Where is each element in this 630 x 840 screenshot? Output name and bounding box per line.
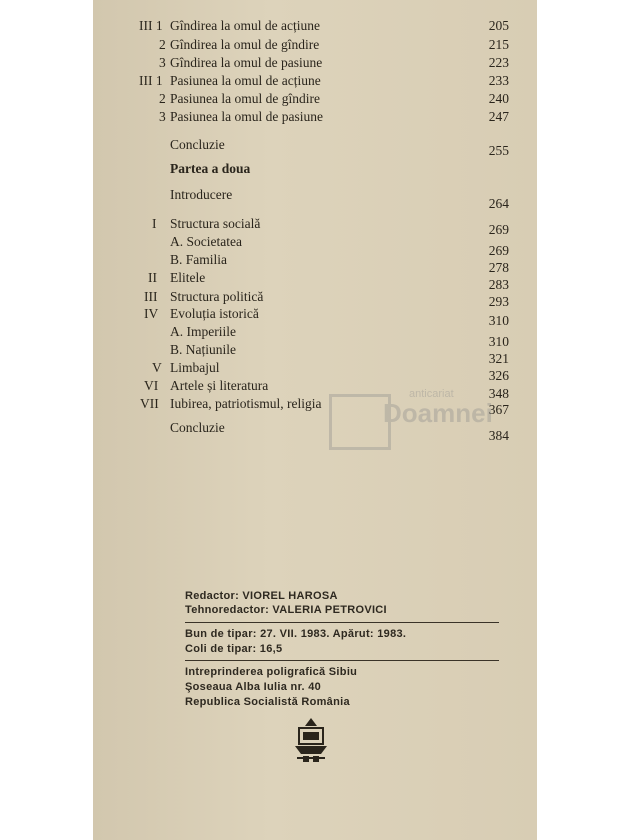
toc-entry [93, 342, 537, 366]
toc-title: Concluzie [170, 137, 225, 152]
toc-title: Gîndirea la omul de gîndire [170, 37, 320, 52]
toc-title: Artele și literatura [170, 378, 269, 393]
table-of-contents [93, 0, 537, 450]
toc-number: IV [144, 306, 159, 321]
colophon-divider [185, 660, 499, 661]
toc-title: Gîndirea la omul de acțiune [170, 18, 320, 33]
toc-page: 205 [488, 18, 509, 33]
toc-title: Elitele [170, 270, 206, 285]
toc-entry [93, 289, 537, 309]
toc-entry [93, 252, 537, 275]
toc-page: 310 [488, 313, 509, 328]
toc-entry [93, 306, 537, 328]
toc-title: Pasiunea la omul de pasiune [170, 109, 323, 124]
toc-part-heading [93, 161, 537, 177]
watermark-small-text: anticariat [409, 388, 454, 400]
toc-number: VI [144, 378, 159, 393]
toc-title: Evoluția istorică [170, 306, 259, 321]
toc-title: B. Familia [170, 252, 227, 267]
watermark-big-text: Doamnei [383, 398, 493, 428]
toc-page: 269 [488, 222, 509, 237]
toc-title: Gîndirea la omul de pasiune [170, 55, 323, 70]
colophon-country: Republica Socialistă România [185, 696, 350, 708]
printer-logo-icon [291, 716, 331, 764]
toc-title: Pasiunea la omul de acțiune [170, 73, 321, 88]
toc-title: Limbajul [170, 360, 220, 375]
toc-page: 326 [488, 368, 509, 383]
toc-page: 269 [488, 243, 509, 258]
toc-entry [93, 37, 537, 53]
toc-number: VII [140, 396, 159, 411]
toc-page: 310 [488, 334, 509, 349]
toc-number: III 1 [139, 18, 163, 33]
toc-title: Iubirea, patriotismul, religia [170, 396, 322, 411]
toc-page: 247 [488, 109, 509, 124]
toc-number: 3 [159, 55, 166, 70]
toc-entry [93, 73, 537, 89]
toc-page: 278 [488, 260, 509, 275]
toc-page: 283 [488, 277, 509, 292]
watermark-book-icon [329, 394, 391, 450]
toc-title: A. Imperiile [170, 324, 236, 339]
watermark [329, 388, 499, 452]
toc-entry [93, 360, 537, 383]
toc-entry [93, 137, 537, 158]
toc-entry [93, 109, 537, 125]
book-page [93, 0, 537, 840]
toc-page: 321 [488, 351, 509, 366]
toc-page: 215 [488, 37, 509, 52]
toc-page: 348 [488, 386, 509, 401]
toc-title: Introducere [170, 187, 233, 202]
toc-number: 2 [159, 37, 166, 52]
toc-page: 264 [488, 196, 509, 211]
toc-number: III 1 [139, 73, 163, 88]
toc-number: 2 [159, 91, 166, 106]
colophon-redactor: Redactor: VIOREL HAROSA [185, 590, 338, 602]
toc-number: II [148, 270, 157, 285]
toc-entry [93, 18, 537, 34]
toc-page: 240 [488, 91, 509, 106]
toc-title: Partea a doua [170, 161, 251, 176]
toc-page: 293 [488, 294, 509, 309]
toc-entry [93, 234, 537, 258]
toc-page: 384 [488, 428, 509, 443]
toc-page: 255 [488, 143, 509, 158]
toc-title: B. Națiunile [170, 342, 236, 357]
colophon-bun-de-tipar: Bun de tipar: 27. VII. 1983. Apărut: 1983. [185, 628, 407, 640]
toc-entry [93, 216, 537, 237]
toc-title: Structura socială [170, 216, 261, 231]
toc-number: 3 [159, 109, 166, 124]
toc-number: III [144, 289, 158, 304]
toc-title: Structura politică [170, 289, 264, 304]
toc-page: 233 [488, 73, 509, 88]
toc-number: I [152, 216, 157, 231]
colophon-printer-name: Intreprinderea poligrafică Sibiu [185, 666, 358, 678]
colophon-divider [185, 622, 499, 623]
toc-page: 367 [488, 402, 509, 417]
toc-entry [93, 91, 537, 107]
toc-entry [93, 55, 537, 71]
toc-page: 223 [488, 55, 509, 70]
toc-title: Pasiunea la omul de gîndire [170, 91, 320, 106]
colophon-printer-address: Şoseaua Alba Iulia nr. 40 [185, 681, 322, 693]
toc-title: Concluzie [170, 420, 225, 435]
toc-number: V [152, 360, 162, 375]
toc-entry [93, 187, 537, 211]
toc-title: A. Societatea [170, 234, 242, 249]
colophon-tehnoredactor: Tehnoredactor: VALERIA PETROVICI [185, 604, 387, 616]
toc-entry [93, 324, 537, 349]
colophon-coli: Coli de tipar: 16,5 [185, 643, 283, 655]
toc-entry [93, 270, 537, 292]
